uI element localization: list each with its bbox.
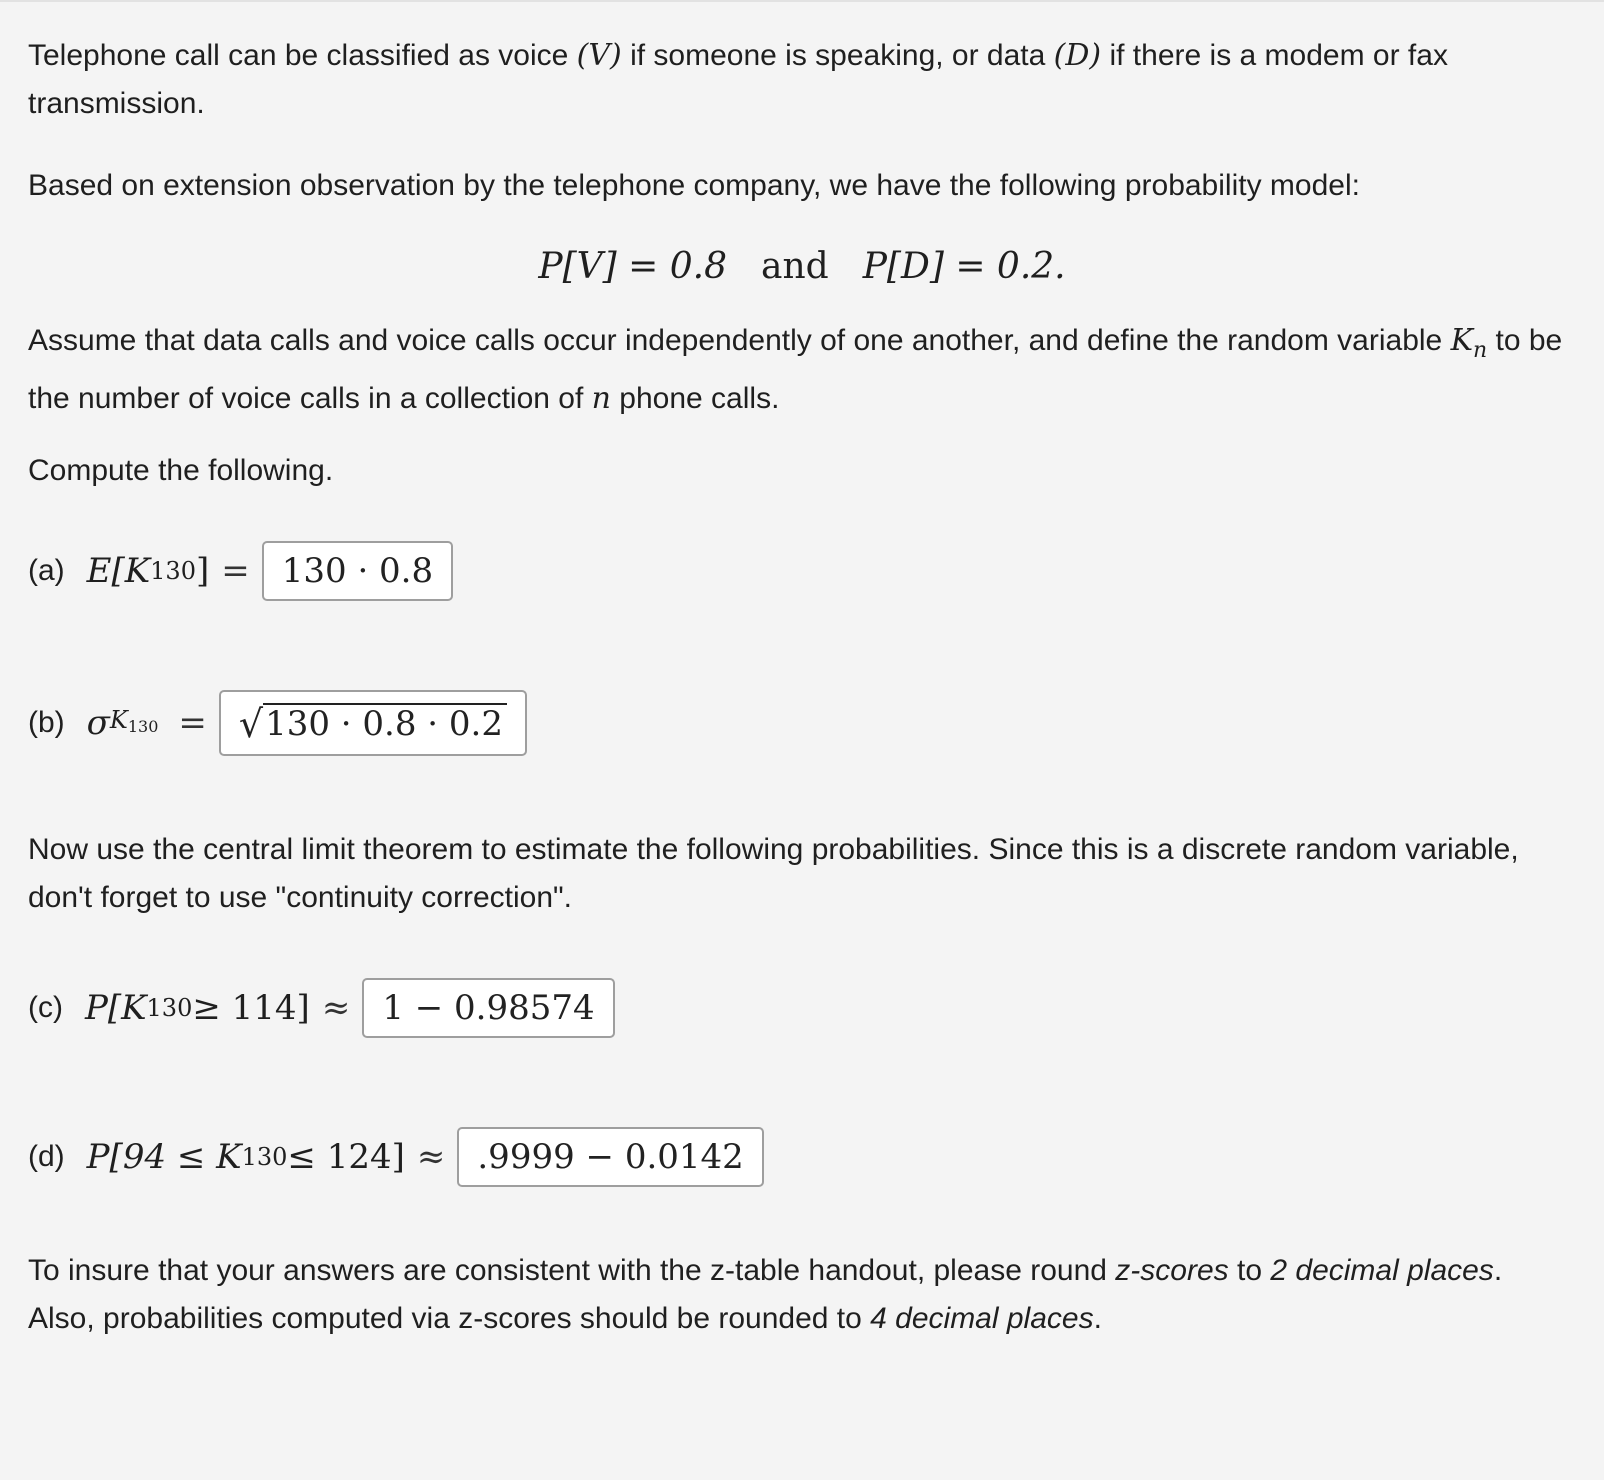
- rounding-paragraph: [28, 1247, 1576, 1343]
- z-scores-emphasis: z-scores: [1115, 1254, 1229, 1287]
- question-b-expression: [87, 703, 219, 743]
- question-b-label: (b): [28, 706, 65, 739]
- question-d-expression: P[94 ≤ K 130 ≤ 124] ≈: [86, 1137, 446, 1177]
- intro-text-3: if there is a modem or fax transmission.: [28, 39, 1448, 120]
- assume-paragraph: [28, 317, 1576, 423]
- two-decimal-emphasis: 2 decimal places: [1270, 1254, 1494, 1287]
- answer-b-value: 130 · 0.8 · 0.2: [263, 703, 507, 743]
- answer-b-field[interactable]: [219, 690, 527, 756]
- answer-a-field[interactable]: [262, 541, 453, 601]
- sigma-sub-number: 130: [127, 716, 159, 736]
- k-symbol: K: [1450, 323, 1473, 358]
- question-c: [28, 978, 615, 1038]
- question-a-relation: =: [221, 551, 250, 591]
- question-d: [28, 1127, 764, 1187]
- question-b: [28, 690, 527, 756]
- intro-text-2: if someone is speaking, or data: [621, 39, 1054, 72]
- question-c-inequality: ≥ 114]: [192, 988, 310, 1028]
- question-a: [28, 541, 453, 601]
- n-symbol: n: [591, 381, 611, 416]
- k-subscript: n: [1473, 338, 1488, 363]
- probability-model-equation: [0, 242, 1604, 291]
- rounding-text-2: to: [1228, 1254, 1271, 1287]
- sqrt-expression: [238, 701, 507, 746]
- question-a-label: (a): [28, 554, 65, 587]
- intro-text-1: Telephone call can be classified as voice: [28, 39, 577, 72]
- assume-text-2: to be the number of voice calls in a collection of: [28, 324, 1563, 415]
- question-c-expression: P[K 130 ≥ 114] ≈: [84, 988, 351, 1028]
- question-d-inequality: ≤ 124]: [287, 1137, 405, 1177]
- equation-and: and: [761, 246, 829, 287]
- answer-d-field[interactable]: [457, 1127, 763, 1187]
- sigma-symbol: σ: [86, 703, 110, 743]
- rounding-text-5: .: [1093, 1302, 1102, 1335]
- answer-c-field[interactable]: [362, 978, 614, 1038]
- assume-text-3: phone calls.: [610, 382, 780, 415]
- question-a-expression: E[K 130 ] =: [86, 551, 250, 591]
- pd-equation: P[D] = 0.2.: [862, 246, 1066, 287]
- question-d-lhs: P[94 ≤ K: [86, 1137, 242, 1177]
- intro-paragraph: [28, 32, 1576, 128]
- question-a-lhs: E[K: [86, 551, 151, 591]
- question-c-relation: ≈: [321, 988, 351, 1028]
- rounding-text-4: Also, probabilities computed via z-scores should be rounded to: [28, 1302, 871, 1335]
- sigma-sub-k: K: [109, 705, 128, 734]
- sqrt-icon: √: [238, 701, 264, 746]
- answer-c-value: 1 − 0.98574: [382, 988, 595, 1028]
- question-a-bracket: ]: [195, 551, 210, 591]
- data-symbol: (D): [1053, 38, 1102, 73]
- question-b-relation: =: [178, 703, 207, 743]
- model-paragraph: Based on extension observation by the telephone company, we have the following probability model:: [28, 169, 1360, 202]
- rounding-text-1: To insure that your answers are consistent with the z-table handout, please round: [28, 1254, 1116, 1287]
- rounding-text-3: .: [1493, 1254, 1503, 1287]
- sigma-subscript: [109, 705, 159, 736]
- question-c-lhs: P[K: [84, 988, 147, 1028]
- answer-a-value: 130 · 0.8: [281, 551, 434, 591]
- question-d-relation: ≈: [416, 1137, 446, 1177]
- voice-symbol: (V): [576, 38, 622, 73]
- assume-text-1: Assume that data calls and voice calls occur independently of one another, and define the random variable: [28, 324, 1451, 357]
- compute-heading: Compute the following.: [28, 454, 334, 487]
- pv-equation: P[V] = 0.8: [538, 246, 727, 287]
- clt-paragraph: Now use the central limit theorem to estimate the following probabilities. Since this is a discrete random variable, don't forget to use "continuity correction".: [28, 833, 1519, 914]
- four-decimal-emphasis: 4 decimal places: [870, 1302, 1094, 1335]
- question-c-label: (c): [28, 991, 63, 1024]
- question-d-label: (d): [28, 1140, 65, 1173]
- answer-d-value: .9999 − 0.0142: [477, 1137, 744, 1177]
